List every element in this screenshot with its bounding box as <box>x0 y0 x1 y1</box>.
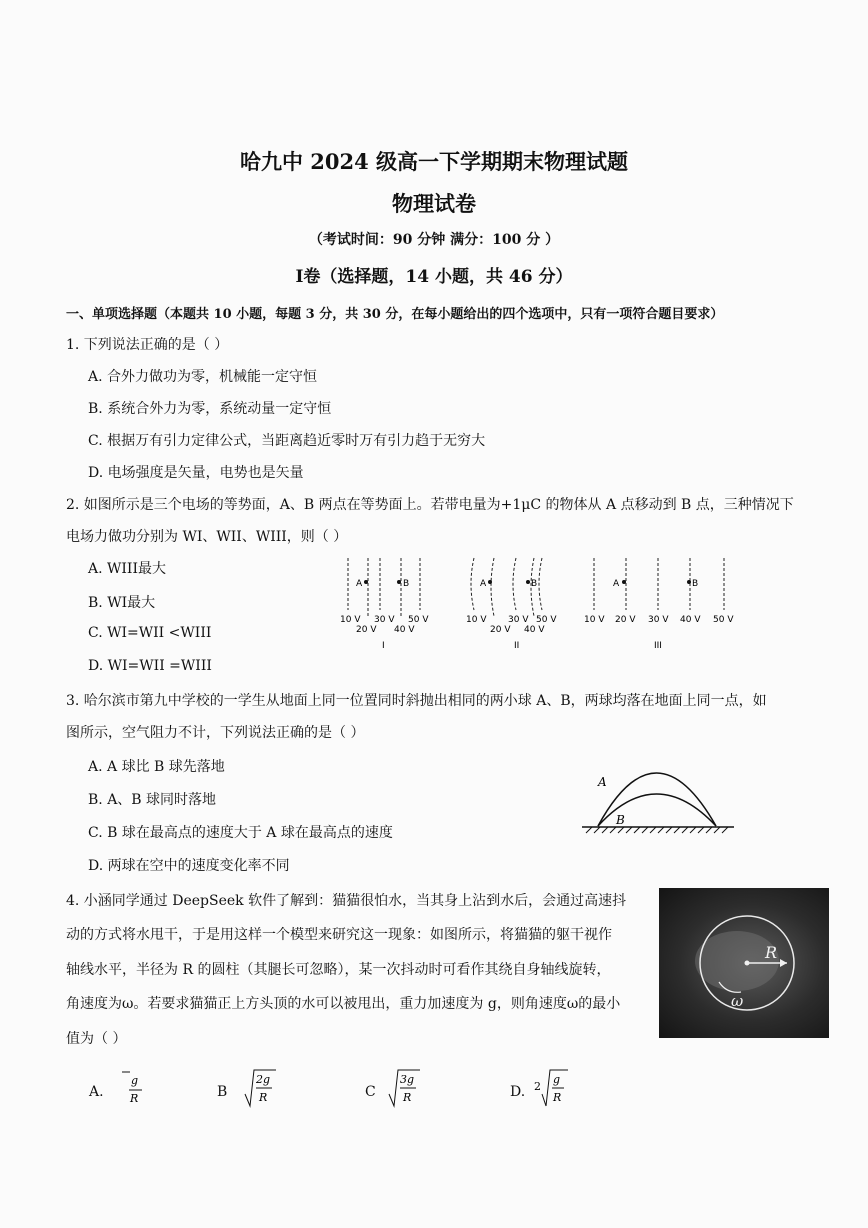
svg-text:R: R <box>403 1091 412 1104</box>
q4-option-b-formula <box>242 1066 284 1110</box>
point-b-3 <box>687 580 691 584</box>
ground-hatching <box>586 827 728 833</box>
label-b-1: B <box>403 579 410 589</box>
panel-label-2: II <box>514 641 520 651</box>
pot-3-30: 30 V <box>648 615 669 625</box>
pot-1-30: 30 V <box>374 615 395 625</box>
section-heading: 一、单项选择题（本题共 10 小题，每题 3 分，共 30 分，在每小题给出的四个选项中，只有一项符合题目要求） <box>66 307 724 322</box>
label-a-1: A <box>356 579 363 589</box>
pot-2-10: 10 V <box>466 615 487 625</box>
q4-line3: 轴线水平，半径为 R 的圆柱（其腿长可忽略），某一次抖动时可看作其绕自身轴线旋转， <box>66 962 611 978</box>
pot-3-50: 50 V <box>713 615 734 625</box>
point-a-3 <box>622 580 626 584</box>
q4-option-b-label: B <box>217 1084 228 1100</box>
label-a: A <box>598 775 607 789</box>
q2-stem-line1: 2. 如图所示是三个电场的等势面，A、B 两点在等势面上。若带电量为+1μC 的物体从 A 点移动到 B 点，三种情况下 <box>66 497 794 513</box>
q2-option-d: D. WI=WII =WIII <box>88 658 212 674</box>
q3-option-d: D. 两球在空中的速度变化率不同 <box>88 858 290 874</box>
q3-option-a: A. A 球比 B 球先落地 <box>88 759 225 775</box>
q1-stem: 1. 下列说法正确的是（ ） <box>66 337 229 353</box>
pot-2-30: 30 V <box>508 615 529 625</box>
svg-text:R: R <box>259 1091 268 1104</box>
svg-text:2g: 2g <box>256 1073 271 1086</box>
q2-option-a: A. WIII最大 <box>88 561 166 577</box>
panel-label-1: I <box>382 641 385 651</box>
exam-title: 哈九中 2024 级高一下学期期末物理试题 <box>239 149 629 174</box>
q1-option-b: B. 系统合外力为零，系统动量一定守恒 <box>88 401 332 417</box>
q3-stem-line2: 图所示，空气阻力不计，下列说法正确的是（ ） <box>66 725 365 741</box>
point-a-2 <box>488 580 492 584</box>
label-a-3: A <box>613 579 620 589</box>
q2-option-c: C. WI=WII <WIII <box>88 625 212 641</box>
q1-option-a: A. 合外力做功为零，机械能一定守恒 <box>88 369 318 385</box>
q4-option-c-label: C <box>365 1084 376 1100</box>
q4-option-a-formula <box>118 1068 148 1112</box>
svg-text:3g: 3g <box>400 1073 415 1086</box>
svg-text:R: R <box>130 1092 139 1105</box>
pot-2-40: 40 V <box>524 625 545 635</box>
label-a-2: A <box>480 579 487 589</box>
q4-option-a-label: A. <box>89 1084 104 1100</box>
pot-2-20: 20 V <box>490 625 511 635</box>
cat-photo-overlay <box>659 888 829 1038</box>
q1-option-c: C. 根据万有引力定律公式，当距离趋近零时万有引力趋于无穷大 <box>88 433 486 449</box>
q2-option-b: B. WI最大 <box>88 595 156 611</box>
pot-3-20: 20 V <box>615 615 636 625</box>
pot-1-50: 50 V <box>408 615 429 625</box>
exam-info: （考试时间：90 分钟 满分：100 分 ） <box>308 232 560 248</box>
label-b-2: B <box>531 579 538 589</box>
label-omega: ω <box>731 992 744 1010</box>
point-b-2 <box>526 580 530 584</box>
equipotential-figure <box>336 552 746 652</box>
q4-line1: 4. 小涵同学通过 DeepSeek 软件了解到：猫猫很怕水，当其身上沾到水后，会通过高速抖 <box>66 893 627 909</box>
pot-1-40: 40 V <box>394 625 415 635</box>
paper-subtitle: 物理试卷 <box>392 191 476 216</box>
q1-option-d: D. 电场强度是矢量，电势也是矢量 <box>88 465 304 481</box>
pot-1-10: 10 V <box>340 615 361 625</box>
svg-text:g: g <box>553 1073 561 1086</box>
pot-3-10: 10 V <box>584 615 605 625</box>
point-b-1 <box>397 580 401 584</box>
q3-option-b: B. A、B 球同时落地 <box>88 792 217 808</box>
panel-label-3: III <box>654 641 662 651</box>
q4-option-d-formula <box>532 1066 576 1110</box>
q4-line5: 值为（ ） <box>66 1031 127 1047</box>
q4-option-c-formula <box>386 1066 428 1110</box>
q3-stem-line1: 3. 哈尔滨市第九中学校的一学生从地面上同一位置同时斜抛出相同的两小球 A、B，两球均落在地面上同一点，如 <box>66 693 767 709</box>
pot-3-40: 40 V <box>680 615 701 625</box>
projectile-figure <box>578 748 738 840</box>
q2-stem-line2: 电场力做功分别为 WI、WII、WIII，则（ ） <box>66 529 348 545</box>
svg-text:g: g <box>131 1074 139 1087</box>
svg-text:2: 2 <box>534 1080 541 1093</box>
pot-1-20: 20 V <box>356 625 377 635</box>
svg-text:R: R <box>553 1091 562 1104</box>
q3-option-c: C. B 球在最高点的速度大于 A 球在最高点的速度 <box>88 825 393 841</box>
volume-heading: I卷（选择题，14 小题，共 46 分） <box>295 267 573 287</box>
q4-line4: 角速度为ω。若要求猫猫正上方头顶的水可以被甩出，重力加速度为 g，则角速度ω的最小 <box>66 996 621 1012</box>
pot-2-50: 50 V <box>536 615 557 625</box>
point-a-1 <box>364 580 368 584</box>
label-b-3: B <box>692 579 699 589</box>
label-b: B <box>616 813 625 827</box>
q4-option-d-label: D. <box>510 1084 526 1100</box>
q4-line2: 动的方式将水甩干，于是用这样一个模型来研究这一现象：如图所示，将猫猫的躯干视作 <box>66 927 612 943</box>
cat-photo <box>659 888 829 1038</box>
label-r: R <box>765 943 778 962</box>
